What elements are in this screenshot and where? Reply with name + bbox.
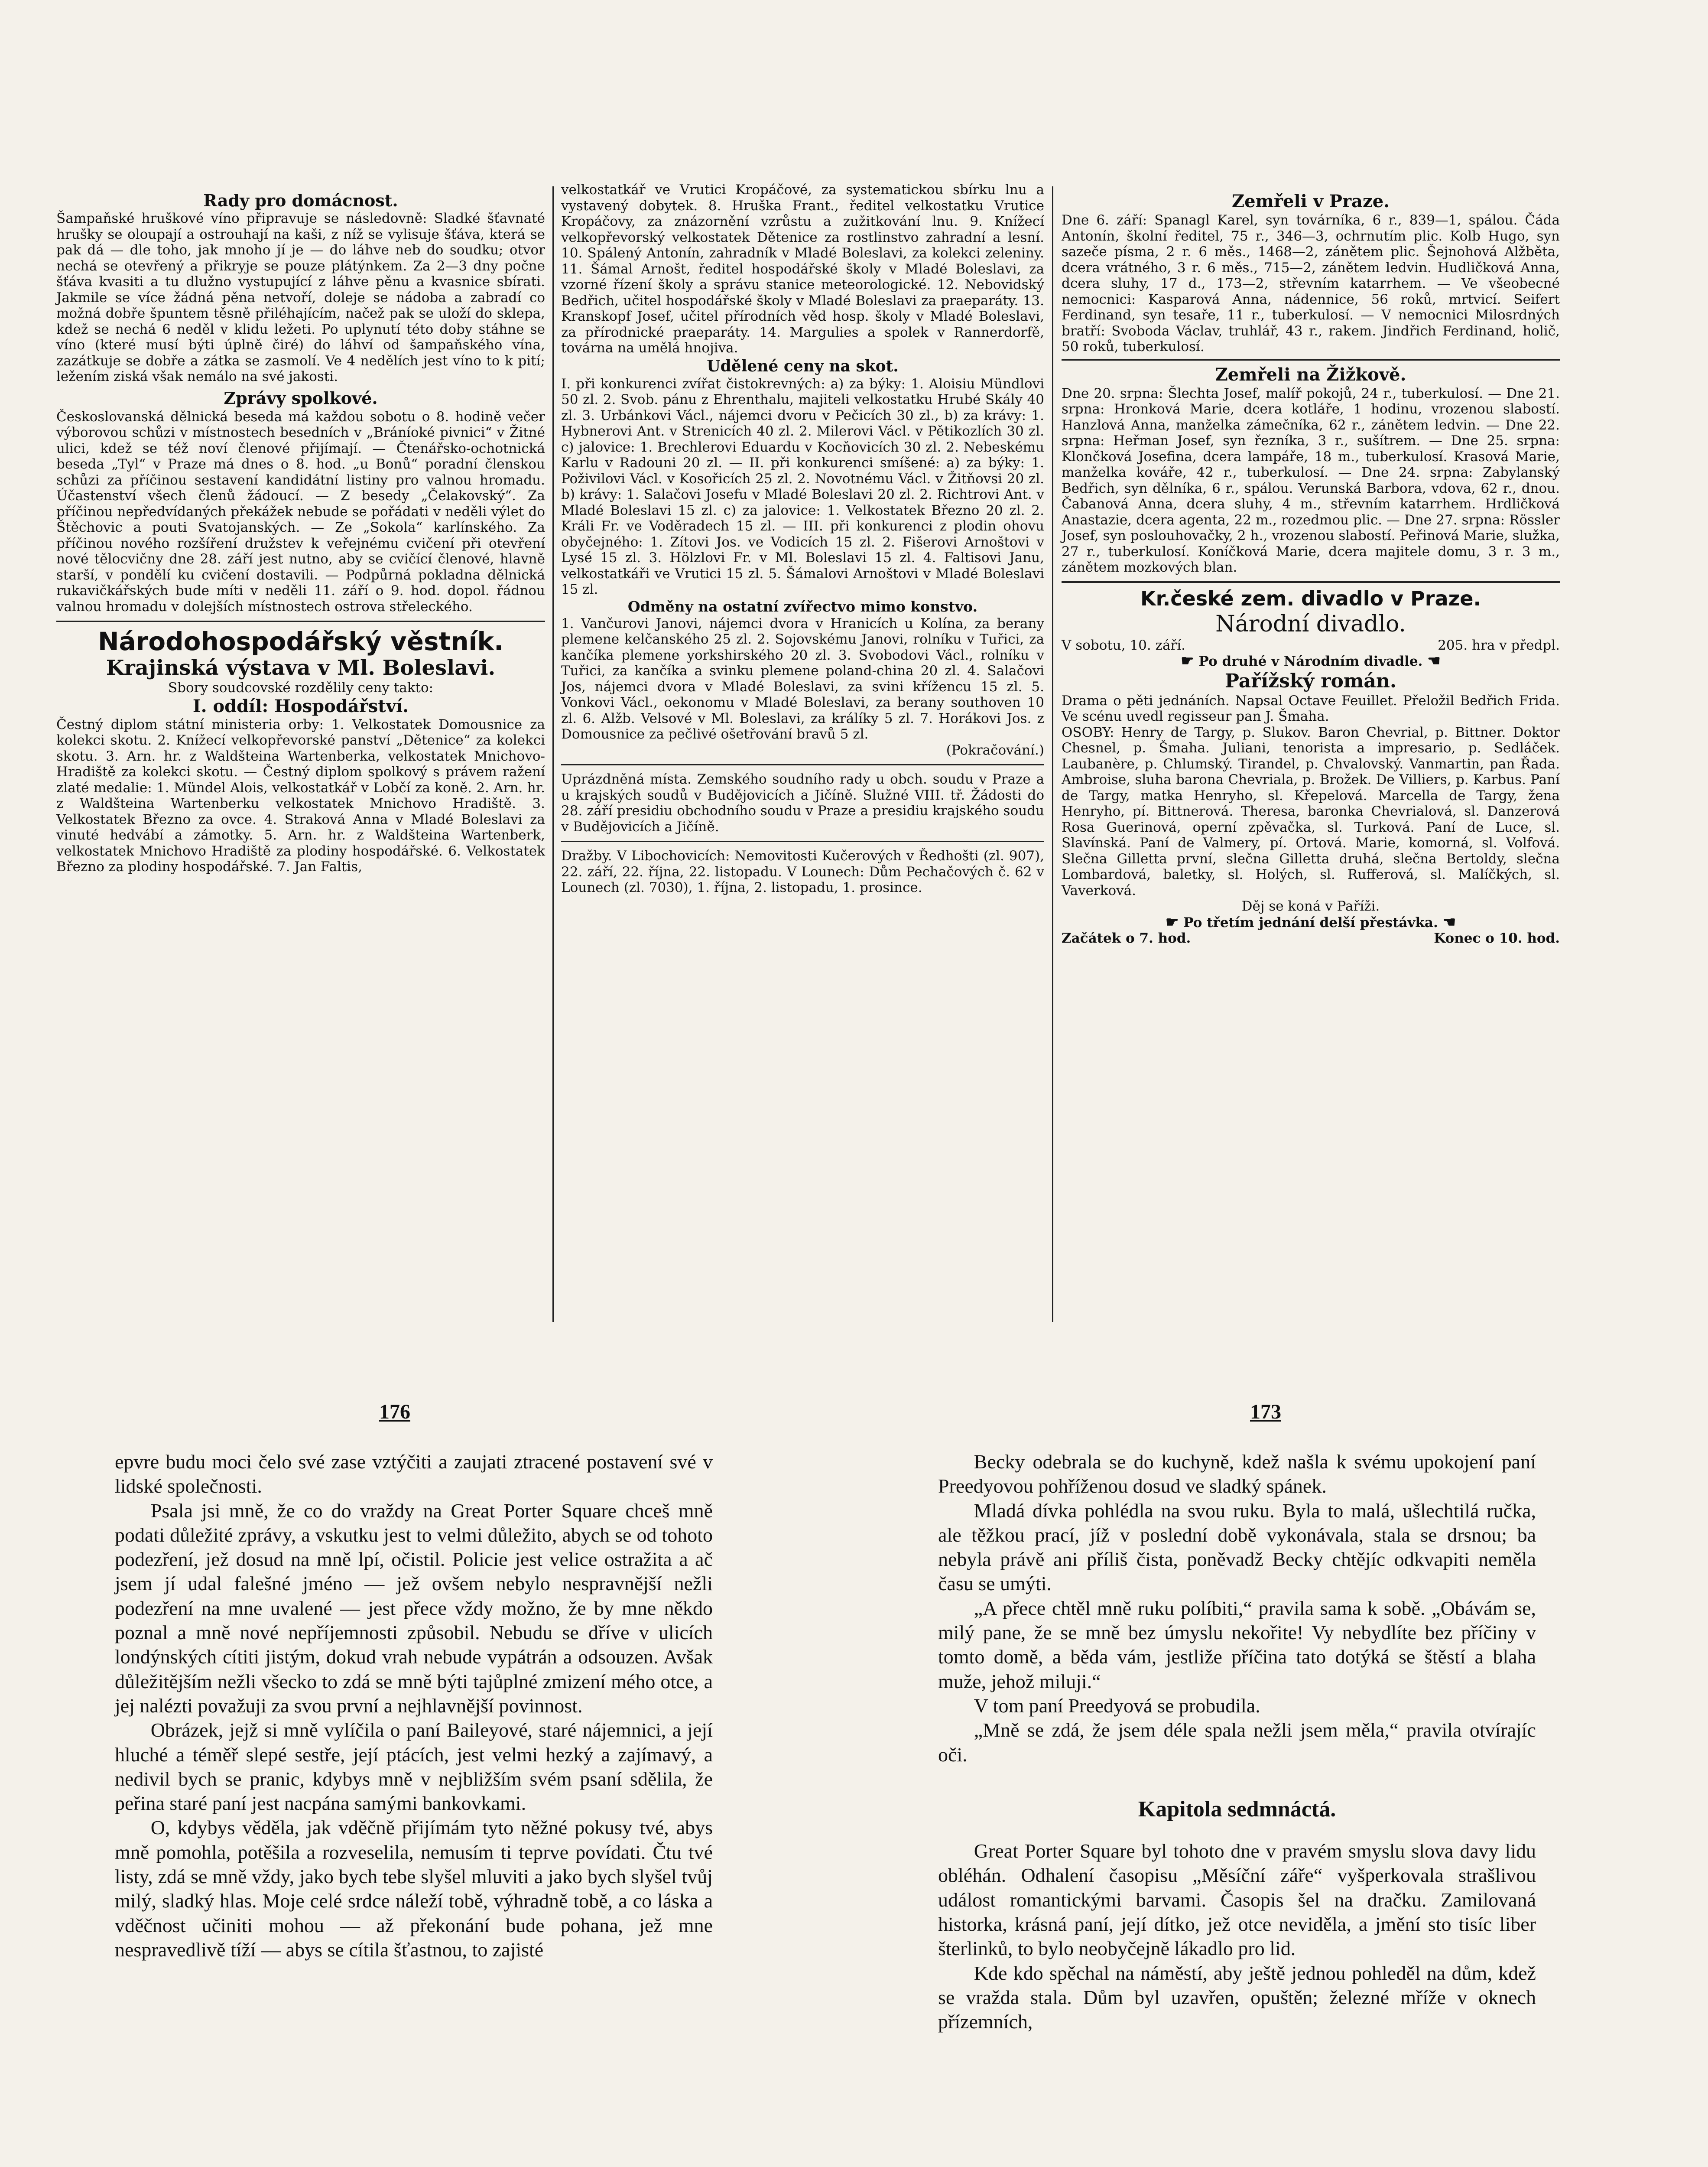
novel-paragraph: Kde kdo spěchal na náměstí, aby ještě jednou pohleděl na dům, kdež se vražda stala. Dům byl uzavřen, opuštěn; železné mříže v oknech přízemních,: [938, 1962, 1536, 2033]
performance-times-row: [1062, 931, 1560, 947]
page-number-right: 173: [1250, 1400, 1281, 1423]
play-title: Pařížský román.: [1224, 670, 1397, 692]
exhibition-text-cont: velkostatkář ve Vrutici Kropáčové, za systematickou sbírku lnu a vystavený dobytek. 8. Hruška Frant., ředitel velkostatku Vrutice Kropáčovy, za znázornění vzrůstu a zužitkování lnu. 9. Knížecí velkopřevorský velkostatek Dětenice za rostlinstvo zahradní a lesní. 10. Spálený Antonín, zahradník v Mladé Boleslavi, za kolekci zeleniny. 11. Šámal Arnošt, ředitel hospodářské školy v Mladé Boleslavi, za vzorné řízení školy a správu stanice meteorologické. 12. Nebovidský Bedřich, učitel hospodářské školy v Mladé Boleslavi za praeparáty. 13. Kranskopf Josef, učitel přírodních věd hosp. školy v Mladé Boleslavi, za přírodnické praeparáty. 14. Margulies a spolek v Rannerdorfě, továrna na umělá hnojiva.: [561, 182, 1044, 356]
exhibition-intro: Sbory soudcovské rozdělily ceny takto:: [168, 680, 434, 696]
other-text: 1. Vančurovi Janovi, nájemci dvora v Hranicích u Kolína, za berany plemene kelčanského 25 zl. 2. Sojovskému Janovi, rolníku v Tuřici, za kančíka plemene yorkshirského 20 zl. 3. Svobodovi Václ., rolníku v Tuřici, za kančíka a svinku plemene poland-china 20 zl. 4. Salačovi Jos, nájemci dvora v Mladé Boleslavi, za svini křížencu 15 zl. 5. Vonkovi Václ., oekonomu v Mladé Boleslavi, za berany southoven 10 zl. 6. Alžb. Velsové v Ml. Boleslavi, za králíky 5 zl. 7. Horákovi Jos. z Domousnice za pečlivé ošetřování bravů 5 zl.: [561, 615, 1044, 742]
end-time: Konec o 10. hod.: [1434, 931, 1560, 946]
divider: [561, 841, 1044, 842]
novel-paragraph: V tom paní Preedyová se probudila.: [974, 1694, 1260, 1717]
section-title-deaths-prague: Zemřeli v Praze.: [1231, 191, 1390, 211]
divider: [56, 621, 545, 622]
section-title-clubs: Zprávy spolkové.: [224, 388, 378, 408]
novel-page-left: [115, 1450, 713, 1962]
section-title-deaths-zizkov: Zemřeli na Žižkově.: [1215, 364, 1406, 385]
section-title-other: Odměny na ostatní zvířectvo mimo konstvo.: [627, 598, 978, 615]
column-rule-2: [1052, 186, 1053, 1322]
intermission-row: [1062, 914, 1560, 931]
divider: [561, 764, 1044, 765]
pointing-hand-icon: ☛: [1165, 913, 1179, 931]
intermission-note: Po třetím jednání delší přestávka.: [1183, 914, 1438, 931]
deaths-zizkov-text: Dne 20. srpna: Šlechta Josef, malíř pokojů, 24 r., tuberkulosí. — Dne 21. srpna: Hronková Marie, dcera kotláře, 1 hodinu, vrozenou slabostí. Hanzlová Anna, manželka zámečníka, 62 r., zánětem ledvin. — Dne 22. srpna: Heřman Josef, syn řezníka, 3 r., sušítrem. — Dne 25. srpna: Klončková Josefina, dcera lampáře, 18 m., tuberkulosí. Krasová Marie, manželka kováře, 42 r., tuberkulosí. — Dne 24. srpna: Zabylanský Bedřich, syn dělníka, 6 r., spálou. Verunská Barbora, vdova, 62 r., dnou. Čabanová Anna, dcera sluhy, 4 m., střevním katarrhem. Hrdličková Anastazie, dcera agenta, 22 m., rozedmou plic. — Dne 27. srpna: Rössler Josef, syn poslouhovačky, 2 h., vrozenou slabostí. Peřinová Marie, služka, 27 r., tuberkulosí. Koníčková Marie, dcera majitele domu, 3 r. 3 m., zánětem mozkových blan.: [1062, 385, 1560, 575]
section-title-household: Rady pro domácnost.: [203, 191, 398, 210]
novel-page-right: [938, 1450, 1536, 2034]
pointing-hand-left-icon: ☚: [1442, 913, 1456, 931]
novel-paragraph: Great Porter Square byl tohoto dne v pravém smyslu slova davy lidu obléhán. Odhalení časopisu „Měsíční záře“ vyšperkovala strašlivou událost romantickými barvami. Časopis šel na dračku. Zamilovaná historka, krásná paní, její dítko, jež otce neviděla, a jmění sto tisíc liber šterlinků, to bylo neobyčejně lákadlo pro lid.: [938, 1840, 1536, 1960]
continued-note: (Pokračování.): [946, 742, 1044, 758]
novel-paragraph: Becky odebrala se do kuchyně, kdež našla k svému upokojení paní Preedyovou pohříženou dosud ve sladký spánek.: [938, 1451, 1536, 1497]
theatre-name: Národní divadlo.: [1215, 611, 1406, 637]
play-cast: OSOBY: Henry de Targy, p. Slukov. Baron Chevrial, p. Bittner. Doktor Chesnel, p. Šmaha. Juliani, tenorista a impresario, p. Sedláček. Laubanère, p. Chlumský. Tirandel, p. Chvalovský. Vanmartin, pan Řada. Ambroise, sluha barona Chevriala, p. Brožek. De Villiers, p. Karbus. Paní de Targy, matka Henryho, sl. Křepelová. Marcella de Targy, žena Henryho, pí. Bittnerová. Theresa, baronka Chevrialová, sl. Danzerová Rosa Guerinová, operní zpěvačka, sl. Turková. Paní de Luce, sl. Slavínská. Paní de Valmery, pí. Ortová. Marie, komorná, sl. Volfová. Slečna Gilletta první, slečna Gilletta druhá, slečna Bertoldy, slečna Lombardová, baletky, sl. Holých, sl. Rufferová, sl. Malíčkých, sl. Vaverková.: [1062, 724, 1560, 898]
play-intro: Po druhé v Národním divadle.: [1198, 654, 1423, 669]
deaths-prague-text: Dne 6. září: Spanagl Karel, syn továrníka, 6 r., 839—1, spálou. Čáda Antonín, školní ředitel, 75 r., 346—3, ochrnutím plic. Kolb Hugo, syn sazeče písma, 2 r. 6 měs., 1468—2, zánětem plic. Šejnohová Alžběta, dcera vrátného, 3 r. 6 měs., 715—2, zánětem ledvin. Hudličková Anna, dcera sluhy, 17 d., 173—2, střevním katarrhem. — Ve všeobecné nemocnici: Kasparová Anna, nádennice, 56 roků, mrtvicí. Seifert Ferdinand, syn tesaře, 11 r., tuberkulosí. — V nemocnici Milosrdných bratří: Svoboda Václav, truhlář, 43 r., rakem. Jindřich Ferdinand, holič, 50 roků, tuberkulosí.: [1062, 212, 1560, 355]
novel-paragraph: Obrázek, jejž si mně vylíčila o paní Baileyové, staré nájemnici, a její hluché a téměř slepé sestře, její ptácích, jest velmi hezký a zajímavý, a nedivil bych se pranic, kdybys mně v nejbližším svém psaní sdělila, že peřina staré paní jest nacpána samými bankovkami.: [115, 1719, 713, 1815]
performance-date: V sobotu, 10. září.: [1062, 637, 1186, 653]
divider: [1062, 359, 1560, 361]
theatre-header: Kr.české zem. divadlo v Praze.: [1140, 586, 1481, 610]
novel-paragraph: Psala jsi mně, že co do vraždy na Great Porter Square chceš mně podati důležité zprávy, a vskutku jest to velmi důležito, abych se od tohoto podezření, jež dosud na mně lpí, očistil. Policie jest velice ostražita a ač jsem jí udal falešné jméno — jež ovšem nebylo nespravnější nežli podezření na mne uvalené — jest přece vždy možno, že by mne někdo poznal a mně nové nepříjemnosti způsobil. Nebudu se dříve v ulicích londýnských cítiti jistým, dokud vrah nebude vypátrán a odsouzen. Avšak důležitějším nežli všecko to zdá se mně býti tajůplné zmizení mého otce, a jej nalézti považuji za svou první a nejhlavnější povinnost.: [115, 1499, 713, 1717]
novel-paragraph: O, kdybys věděla, jak vděčně přijímám tyto něžné pokusy tvé, abys mně pomohla, potěšila a rozveselila, nemusím ti teprve povídati. Čtu tvé listy, zdá se mně vždy, jako bych tebe slyšel mluviti a jako bych slyšel tvůj milý, sladký hlas. Moje celé srdce náleží tobě, výhradně tobě, a co láska a vděčnost učiniti mohou — až překonání bude pohana, jež mne nespravedlivě tíží — abys se cítila šťastnou, to zajisté: [115, 1816, 713, 1961]
left-column: [56, 191, 545, 875]
clubs-text: Českoslovanská dělnická beseda má každou sobotu o 8. hodině večer výborovou schůzi v místnostech besedních v „Bráníoké pivnici“ v Žitné ulici, kdež se též noví členové přijímají. — Čtenářsko-ochotnická beseda „Tyl“ v Praze má dnes o 8. hod. „u Bonů“ poradní členskou schůzi za příčinou sestavení kandidátní listiny pro valnou hromadu. Účastenství všech členů žádoucí. — Z besedy „Čelakovský“. Za příčinou nepředvídaných překážek nebude se pořádati v neděli výlet do Štěchovic a pouti Svatojanských. — Ze „Sokola“ karlínského. Za příčinou nového rozšíření družstev k veřejnému cvičení při otevření nové tělocvičny dne 28. září jest nutno, aby se cvičící členové, hlavně starší, v pondělí ku cvičení dostavili. — Podpůrná pokladna dělnická rukavičkářských bude míti v neděli 11. září o 9. hod. dopol. řádnou valnou hromadu v dolejších místnostech ostrova střeleckého.: [56, 409, 545, 615]
novel-paragraph: epvre budu moci čelo své zase vztýčiti a zaujati ztracené postavení své v lidské společnosti.: [115, 1451, 713, 1497]
household-text: Šampaňské hruškové víno připravuje se následovně: Sladké šťavnaté hrušky se oloupají a ostrouhají na kaši, z níž se vylisuje šťáva, která se pak dá — dle toho, jak mnoho jí je — do láhve neb do soudku; otvor nechá se otevřený a přikryje se pouze plátýnkem. Za 2—3 dny počne šťáva kvasiti a tu dlužno vystupující z láhve pěnu a kvasnice sbírati. Jakmile se více žádná pěna netvoří, doleje se nádoba a zabradí co možná dobře špuntem těsně přiléhajícím, načež pak se uloží do sklepa, kdež se nechá 6 neděl v klidu ležeti. Po uplynutí této doby stáhne se víno (které musí býti úplně čiré) do láhví od šampaňského vína, zazátkuje se dobře a zátka se zasmolí. Ve 4 nedělích jest víno to k pití; ležením ziská však nemálo na své jakosti.: [56, 211, 545, 384]
pointing-hand-icon: ☛: [1181, 652, 1194, 670]
novel-paragraph: Mladá dívka pohlédla na svou ruku. Byla to malá, ušlechtilá ručka, ale těžkou prací, jíž v poslední době vykonávala, stala se drsnou; ba nebyla právě ani příliš čista, poněvadž Becky chtějíc odkvapiti neměla času se umýti.: [938, 1499, 1536, 1595]
auctions-text: Dražby. V Libochovicích: Nemovitosti Kučerových v Ředhošti (zl. 907), 22. září, 22. října, 22. listopadu. V Lounech: Dům Pechačových č. 62 v Lounech (zl. 7030), 1. října, 2. listopadu, 1. prosince.: [561, 848, 1044, 895]
middle-column: [561, 182, 1044, 896]
exhibition-text: Čestný diplom státní ministeria orby: 1. Velkostatek Domousnice za kolekci skotu. 2. Knížecí velkopřevorské panství „Dětenice“ za kolekci skotu. 3. Arn. hr. z Waldšteina Wartenberka, velkostatek Mnichovo-Hradiště za kolekci skotu. — Čestný diplom spolkový s právem ražení zlaté medalie: 1. Mündel Alois, velkostatkář v Lobčí za koně. 2. Arn. hr. z Waldšteina Wartenberku velkostatek Mnichovo Hradiště. 3. Velkostatek Březno za ovce. 4. Straková Anna v Mladé Boleslavi za vinuté hedvábí a zámotky. 5. Arn. hr. z Waldšteina Wartenberk, velkostatek Mnichovo Hradiště za plodiny hospodářské. 6. Velkostatek Březno za plodiny hospodářské. 7. Jan Faltis,: [56, 716, 545, 875]
exhibition-title: Krajinská výstava v Ml. Boleslavi.: [106, 656, 496, 680]
start-time: Začátek o 7. hod.: [1062, 931, 1191, 946]
section-title-cattle: Udělené ceny na skot.: [707, 357, 899, 375]
cattle-text: I. při konkurenci zvířat čistokrevných: a) za býky: 1. Aloisiu Mündlovi 50 zl. 2. Svob. pánu z Ehrenthalu, majiteli velkostatku Hrubé Skály 40 zl. 3. Urbánkovi Václ., nájemci dvoru v Pečicích 30 zl., b) za krávy: 1. Hybnerovi Ant. v Strenicích 40 zl. 2. Milerovi Václ. v Pětikozlích 30 zl. c) jalovice: 1. Brechlerovi Eduardu v Kocňovicích 30 zl. 2. Nebeskému Karlu v Radouni 20 zl. — II. při konkurenci smíšené: a) za býky: 1. Poživilovi Václ. v Kosořicích 25 zl. 2. Novotnému Václ. v Žitňovsi 20 zl. b) krávy: 1. Salačovi Josefu v Mladé Boleslavi 20 zl. 2. Richtrovi Ant. v Mladé Boleslavi 15 zl. c) za jalovice: 1. Velkostatek Březno 20 zl. 2. Králi Fr. ve Voděradech 15 zl. — III. při konkurenci z plodin ohovu obyčejného: 1. Zítovi Jos. ve Vodicích 15 zl. 2. Fišerovi Arnoštovi v Lysé 15 zl. 3. Hölzlovi Fr. v Ml. Boleslavi 15 zl. 4. Faltisovi Janu, velkostatkáři ve Vrutici 15 zl. 5. Šámalovi Arnoštovi v Mladé Boleslavi 15 zl.: [561, 376, 1044, 597]
vacancies-text: Uprázdněná místa. Zemského soudního rady u obch. soudu v Praze a u krajských soudů v Budějovicích a Jičíně. Služné VIII. tř. Žádosti do 28. září presidiu obchodního soudu v Praze a presidiu krajského soudu v Budějovicích a Jičíně.: [561, 771, 1044, 835]
performance-date-row: [1062, 638, 1560, 654]
play-description: Drama o pěti jednáních. Napsal Octave Feuillet. Přeložil Bedřich Frida. Ve scénu uvedl regisseur pan J. Šmaha.: [1062, 693, 1560, 724]
page-number-left: 176: [379, 1400, 410, 1423]
column-rule-1: [552, 186, 554, 1322]
pointing-hand-left-icon: ☚: [1427, 652, 1441, 670]
novel-paragraph: „Mně se zdá, že jsem déle spala nežli jsem měla,“ pravila otvírajíc oči.: [938, 1719, 1536, 1766]
economic-bulletin-title: Národohospodářský věstník.: [97, 627, 504, 656]
exhibition-part: I. oddíl: Hospodářství.: [192, 696, 409, 716]
divider: [1062, 581, 1560, 583]
right-column: [1062, 191, 1560, 947]
chapter-title: Kapitola sedmnáctá.: [1138, 1796, 1336, 1822]
play-place: Děj se koná v Paříži.: [1241, 898, 1380, 914]
subscription-info: 205. hra v předpl.: [1438, 637, 1560, 653]
play-intro-row: [1062, 653, 1560, 670]
novel-paragraph: „A přece chtěl mně ruku políbiti,“ pravila sama k sobě. „Obávám se, milý pane, že se mně bez úmyslu nekořite! Vy nebydlíte bez příčiny v tomto domě, a běda vám, jestliže příčina tato dotýká se štěstí a blaha muže, jehož miluji.“: [938, 1597, 1536, 1692]
